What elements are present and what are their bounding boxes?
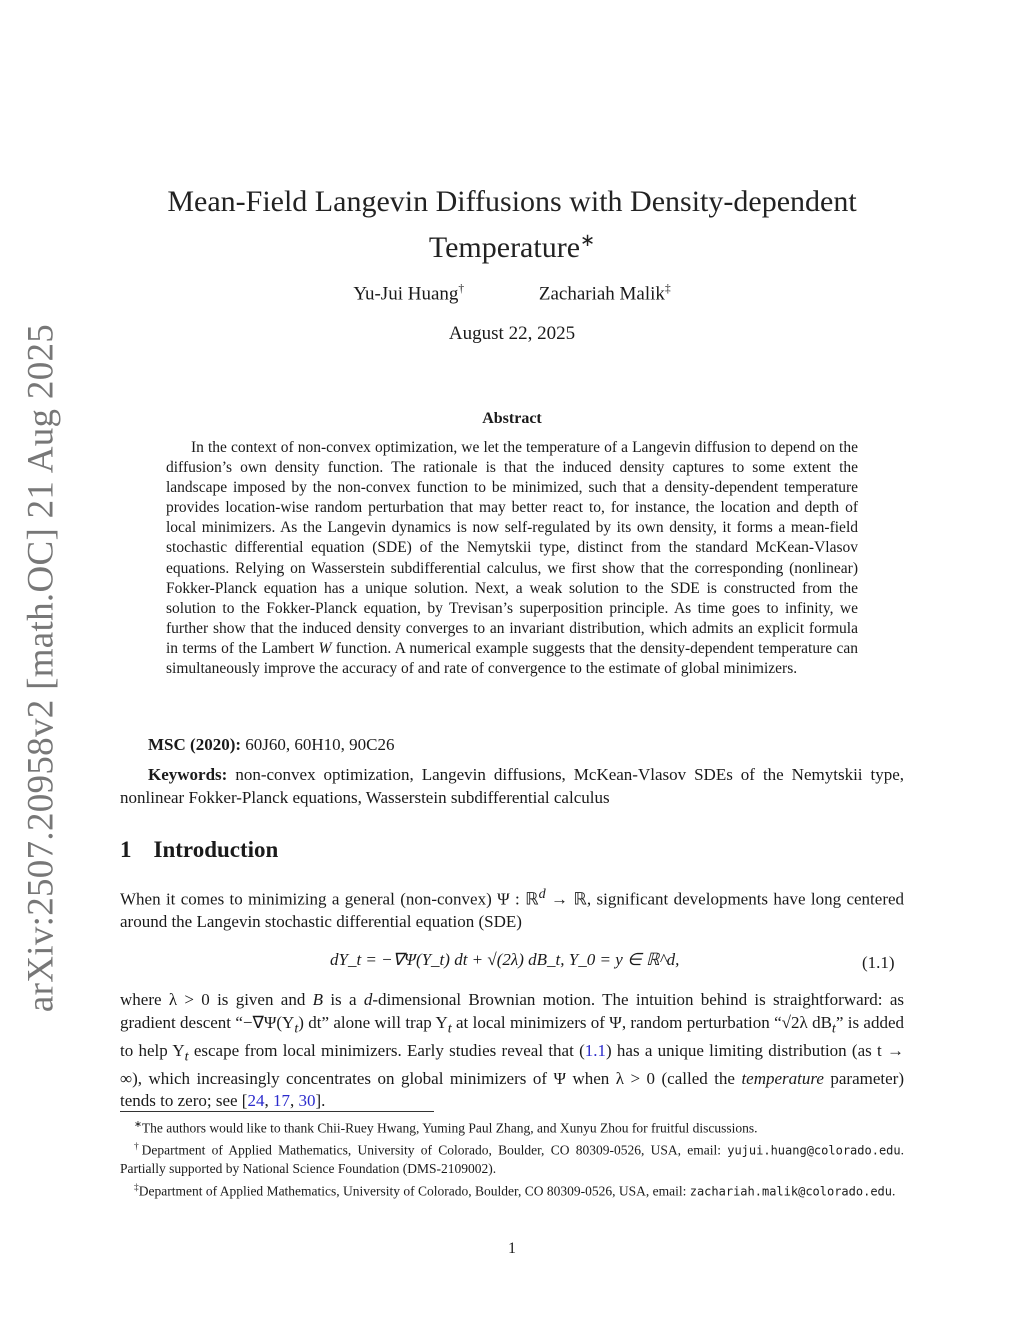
msc-label: MSC (2020):	[148, 735, 242, 754]
equation-text: dY_t = −∇Ψ(Y_t) dt + √(2λ) dB_t, Y_0 = y ∈ ℝ^d,	[330, 950, 680, 969]
msc-value: 60J60, 60H10, 90C26	[245, 735, 395, 754]
arxiv-identifier-margin	[16, 323, 66, 1013]
author-list	[0, 283, 1024, 305]
section-title: Introduction	[153, 837, 279, 862]
footnote-author-1: †Department of Applied Mathematics, University of Colorado, Boulder, CO 80309-0526, USA, email: yujui.huang@colorado.edu. Partially supported by National Science Foundation (DMS-2109002).	[120, 1142, 904, 1177]
page-number: 1	[508, 1240, 516, 1257]
section-heading-introduction	[120, 837, 278, 863]
title-text: Mean-Field Langevin Diffusions with Density-dependent Temperature	[167, 185, 857, 264]
author-1: Yu-Jui Huang†	[353, 283, 465, 305]
arxiv-identifier[interactable]: arXiv:2507.20958v2 [math.OC] 21 Aug 2025	[20, 323, 62, 1013]
section-number: 1	[120, 837, 132, 862]
paper-title	[160, 183, 864, 267]
msc-classification	[148, 735, 395, 755]
publication-date: August 22, 2025	[448, 323, 576, 344]
intro-paragraph-2: where λ > 0 is given and B is a d-dimensional Brownian motion. The intuition behind is straightforward: as gradient descent “$-\nabla\Psi(Y_t)$ dt” alone will trap $Y_t$ at local minimizers of Ψ, random perturbation “√2λ $dB_t$” is added to help $Y_t$ escape from local minimizers. Early studies reveal that (1.1) has a unique limiting distribution (as t → ∞), which increasingly concentrates on global minimizers of Ψ when λ > 0 (called the temperature parameter) tends to zero; see [24, 17, 30].	[120, 990, 905, 1111]
intro-paragraph-1: When it comes to minimizing a general (non-convex) Ψ : ℝ$^d$ → ℝ, significant developments have long centered around the Langevin stochastic differential equation (SDE)	[120, 886, 905, 932]
keywords-label: Keywords:	[148, 765, 228, 784]
footnote-acknowledgments: ∗The authors would like to thank Chii-Ruey Hwang, Yuming Paul Zhang, and Xunyu Zhou for fruitful discussions.	[134, 1120, 758, 1136]
abstract-heading: Abstract	[482, 410, 542, 427]
equation-number: (1.1)	[862, 953, 895, 972]
email-link-2[interactable]: zachariah.malik@colorado.edu	[689, 1184, 893, 1199]
equation-reference-link[interactable]: 1.1	[584, 1040, 606, 1060]
footnotes	[120, 1116, 904, 1201]
abstract-text: In the context of non-convex optimization, we let the temperature of a Langevin diffusion to depend on the diffusion’s own density function. The rationale is that the induced density captures to some extent the landscape imposed by the non-convex function to be minimized, such that a density-dependent temperature provides location-wise random perturbation that may better react to, for instance, the location and depth of local minimizers. As the Langevin dynamics is now self-regulated by its own density, it forms a mean-field stochastic differential equation (SDE) of the Nemytskii type, distinct from the standard McKean-Vlasov equations. Relying on Wasserstein subdifferential calculus, we first show that the corresponding (nonlinear) Fokker-Planck equation has a unique solution. Next, a weak solution to the SDE is constructed from the solution to the Fokker-Planck equation, by Trevisan’s superposition principle. As time goes to infinity, we further show that the induced density converges to an invariant distribution, which admits an explicit formula in terms of the Lambert W function. A numerical example suggests that the density-dependent temperature can simultaneously improve the accuracy of and rate of convergence to the estimate of global minimizers.	[166, 439, 858, 678]
citation-link-30[interactable]: 30	[298, 1091, 316, 1111]
keywords-value: non-convex optimization, Langevin diffusions, McKean-Vlasov SDEs of the Nemytskii type, nonlinear Fokker-Planck equations, Wasserstein subdifferential calculus	[120, 765, 905, 807]
citation-link-24[interactable]: 24	[247, 1091, 265, 1111]
email-link-1[interactable]: yujui.huang@colorado.edu	[727, 1143, 901, 1158]
footnote-author-2: ‡Department of Applied Mathematics, University of Colorado, Boulder, CO 80309-0526, USA, email: zachariah.malik@colorado.edu.	[134, 1182, 896, 1199]
keywords	[120, 763, 904, 809]
citation-link-17[interactable]: 17	[272, 1091, 290, 1111]
title-footnote-mark: ∗	[580, 230, 596, 250]
footnote-divider	[120, 1111, 434, 1112]
equation-1-1	[330, 950, 679, 970]
author-2: Zachariah Malik‡	[538, 283, 671, 305]
